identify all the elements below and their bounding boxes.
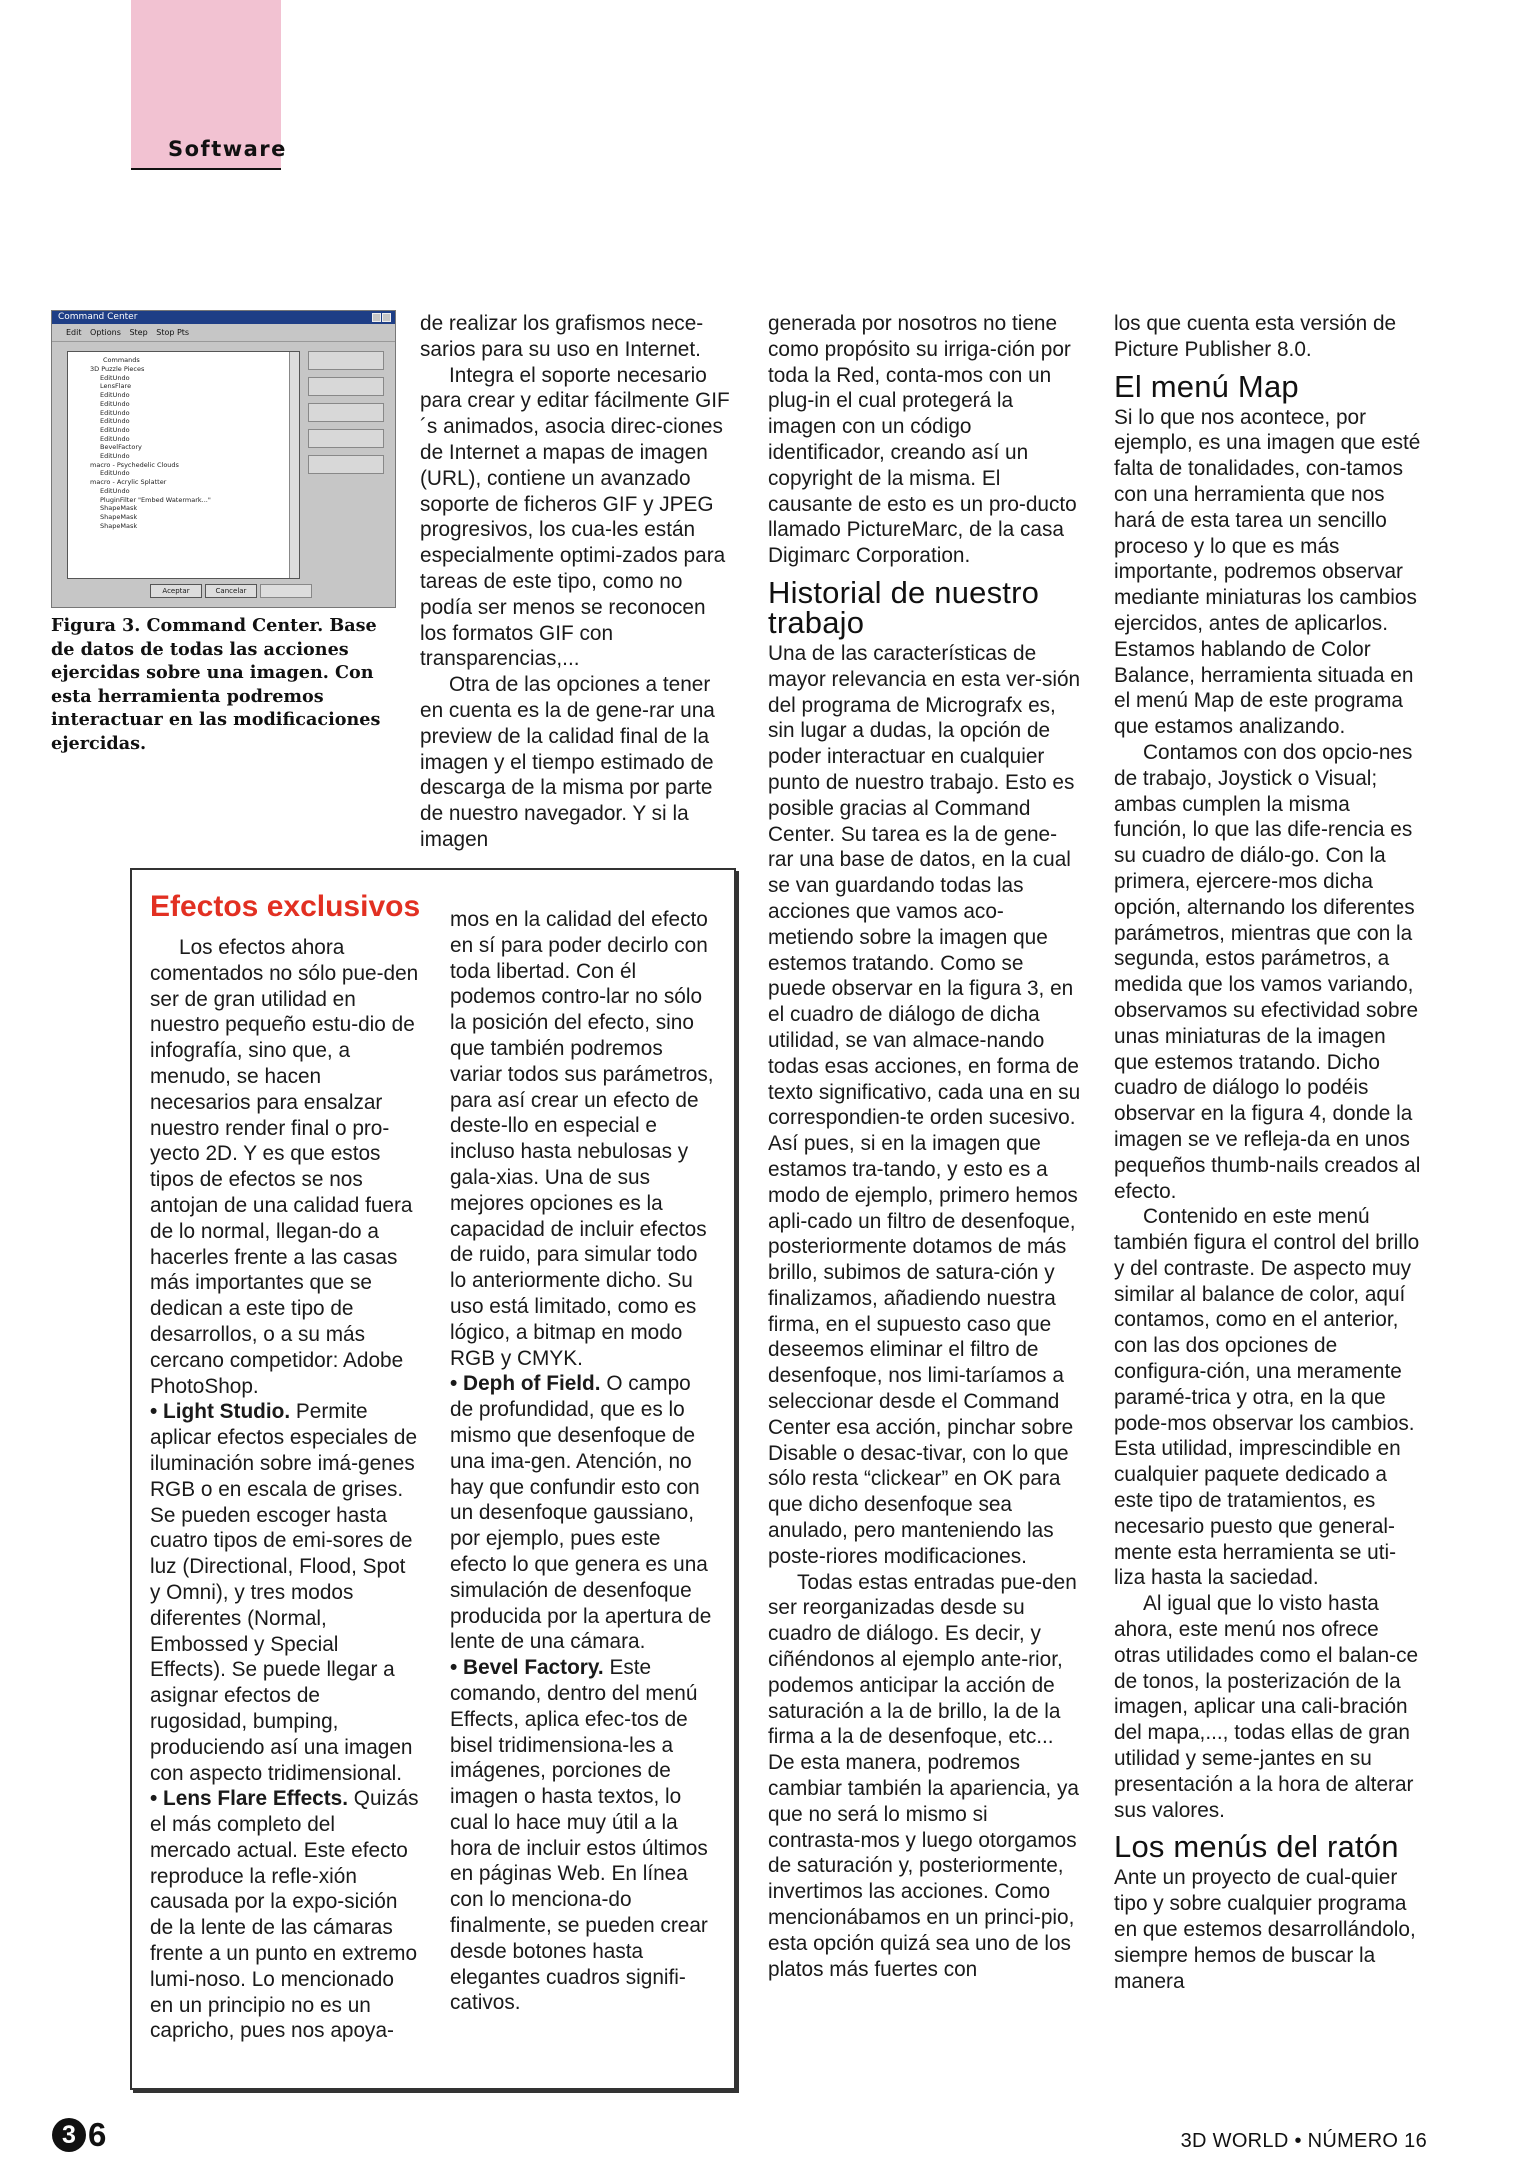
command-list-item: 3D Puzzle Pieces	[90, 365, 145, 373]
commands-list-items	[68, 365, 299, 530]
publication-footer: 3D WORLD • NÚMERO 16	[1180, 2130, 1427, 2152]
paragraph: Todas estas entradas pue-den ser reorganizadas desde su cuadro de diálogo. Es decir, y ciñéndonos al ejemplo ante-rior, podemos anticipar la acción de saturación a la de brillo, la de la firma a la de desenfoque, etc... De esta manera, podremos cambiar también la apariencia, ya que no será lo mismo si contrasta-mos y luego otorgamos de saturación y, posteriormente, invertimos las acciones. Como mencionábamos en un princi-pio, esta opción quizá sea uno de los platos más fuertes con	[768, 1570, 1079, 1981]
paragraph-text: Quizás el más completo del mercado actual. Este efecto reproduce la refle-xión causada por la expo-sición de la lente de las cámaras frente a un punto en extremo lumi-noso. Lo mencionado en un principio no es un capricho, pues nos apoya-	[150, 1787, 419, 2043]
page-number-digit: 6	[88, 2116, 107, 2153]
paragraph: generada por nosotros no tiene como propósito su irriga-ción por toda la Red, conta-mos con un plug-in el cual protegerá la imagen con un código identificador, creando así un copyright de la misma. El causante de esto es un pro-ducto llamado PictureMarc, de la casa Digimarc Corporation.	[768, 312, 1077, 568]
side-button	[308, 377, 384, 396]
cancel-button: Cancelar	[205, 584, 257, 598]
heading-map: El menú Map	[1114, 368, 1299, 404]
sidebar-title: Efectos exclusivos	[150, 890, 421, 923]
side-button	[308, 455, 384, 474]
section-label: Software	[168, 137, 287, 161]
paragraph: los que cuenta esta versión de Picture Publisher 8.0.	[1114, 312, 1397, 361]
column-4	[1114, 311, 1424, 1994]
menu-edit: Edit	[66, 328, 82, 337]
command-list-item: EditUndo	[100, 399, 130, 408]
command-list-item: EditUndo	[100, 391, 130, 400]
command-list-item: EditUndo	[100, 434, 130, 443]
section-rule	[131, 168, 281, 170]
side-button	[308, 403, 384, 422]
sidebar-column-b	[450, 907, 718, 2016]
commands-list	[67, 351, 300, 579]
paragraph: Integra el soporte necesario para crear y editar fácilmente GIF´s animados, asocia direc-ciones de Internet a mapas de imagen (URL), contiene un avanzado soporte de ficheros GIF y JPEG progresivos, los cua-les están especialmente optimi-zados para tareas de este tipo, como no podía ser menos se reconocen los formatos GIF con transparencias,...	[420, 363, 730, 671]
command-list-item: EditUndo	[100, 425, 130, 434]
command-list-item: BevelFactory	[100, 443, 142, 452]
bullet-lens-flare: • Lens Flare Effects.	[150, 1787, 348, 1811]
page-number	[52, 2116, 106, 2154]
command-list-item: EditUndo	[100, 486, 130, 495]
window-title: Command Center	[58, 312, 138, 322]
paragraph: mos en la calidad del efecto en sí para poder decirlo con toda libertad. Con él podemos contro-lar no sólo la posición del efecto, sino que también podremos variar todos sus parámetros, para así crear un efecto de deste-llo en especial e incluso hasta nebulosas y gala-xias. Una de sus mejores opciones es la capacidad de incluir efectos de ruido, para simular todo lo anteriormente dicho. Su uso está limitado, como es lógico, a bitmap en modo RGB y CMYK.	[450, 908, 714, 1370]
paragraph	[450, 1655, 718, 2016]
command-list-item: EditUndo	[100, 417, 130, 426]
bullet-bevel-factory: • Bevel Factory.	[450, 1656, 604, 1680]
paragraph-text: O campo de profundidad, que es lo mismo que desenfoque de una ima-gen. Atención, no hay que confundir esto con un desenfoque gaussiano, por ejemplo, pues este efecto lo que genera es una simulación de desenfoque producida por la apertura de lente de una cámara.	[450, 1372, 712, 1654]
paragraph: Si lo que nos acontece, por ejemplo, es una imagen que esté falta de tonalidades, con-tamos con una herramienta que nos hará de esta tarea un sencillo proceso y lo que es más importante, podremos observar mediante miniaturas los cambios ejercidos, antes de aplicarlos. Estamos hablando de Color Balance, herramienta situada en el menú Map de este programa que estamos analizando.	[1114, 405, 1421, 739]
paragraph: Contenido en este menú también figura el control del brillo y del contraste. De aspecto muy similar al balance de color, aquí contamos, como en el anterior, con las dos opciones de configura-ción, una meramente paramé-trica y otra, en la que pode-mos observar los cambios. Esta utilidad, imprescindible en cualquier paquete dedicado a este tipo de tratamientos, es necesario puesto que general-mente esta herramienta se uti-liza hasta la saciedad.	[1114, 1205, 1420, 1590]
help-button	[260, 584, 312, 598]
menu-options: Options	[90, 328, 121, 337]
ok-button: Aceptar	[150, 584, 202, 598]
commands-list-header: Commands	[103, 356, 140, 364]
menu-step: Step	[129, 328, 148, 337]
command-list-item: ShapeMask	[100, 521, 138, 530]
paragraph-text: Permite aplicar efectos especiales de iluminación sobre imá-genes RGB o en escala de grises. Se pueden escoger hasta cuatro tipos de emi-sores de luz (Directional, Flood, Spot y Omni), y tres modos diferentes (Normal, Embossed y Special Effects). Se puede llegar a asignar efectos de rugosidad, bumping, produciendo así una imagen con aspecto tridimensional.	[150, 1400, 418, 1785]
side-button	[308, 351, 384, 370]
paragraph	[150, 1786, 420, 2044]
side-button	[308, 429, 384, 448]
command-list-item: EditUndo	[100, 452, 130, 461]
command-list-item: ShapeMask	[100, 512, 138, 521]
command-list-item: EditUndo	[100, 408, 130, 417]
heading-raton: Los menús del ratón	[1114, 1829, 1399, 1865]
paragraph-text: Este comando, dentro del menú Effects, aplica efec-tos de bisel tridimensiona-les a imágenes, porciones de imagen o hasta textos, lo cual lo hace muy útil a la hora de incluir estos últimos en páginas Web. En línea con lo menciona-do finalmente, se pueden crear desde botones hasta elegantes cuadros signifi-cativos.	[450, 1656, 708, 2015]
command-list-item: macro - Acrylic Splatter	[90, 478, 167, 487]
window-titlebar	[52, 311, 395, 324]
paragraph: Una de las características de mayor relevancia en esta ver-sión del programa de Micrografx es, sin lugar a dudas, la opción de poder interactuar en cualquier punto de nuestro trabajo. Esto es posible gracias al Command Center. Su tarea es la de gene-rar una base de datos, en la cual se van guardando todas las acciones que vamos aco-metiendo sobre la imagen que estemos tratando. Como se puede observar en la figura 3, en el cuadro de diálogo de dicha utilidad, se van almace-nando todas esas acciones, en forma de texto significativo, cada una en su correspondien-te orden sucesivo. Así pues, si en la imagen que estamos tra-tando, y esto es a modo de ejemplo, primero hemos apli-cado un filtro de desenfoque, posteriormente dotamos de más brillo, subimos de satura-ción y finalizamos, añadiendo nuestra firma, en el supuesto caso que deseemos eliminar el filtro de desenfoque, nos limi-taríamos a seleccionar desde el Command Center esa acción, pinchar sobre Disable o desac-tivar, con lo que sólo resta “clickear” en OK para que dicho desenfoque sea anulado, pero manteniendo las poste-riores modificaciones.	[768, 641, 1081, 1568]
command-list-item: PluginFilter "Embed Watermark..."	[100, 495, 211, 504]
paragraph: Ante un proyecto de cual-quier tipo y sobre cualquier programa en que estemos desarrollándolo, siempre hemos de buscar la manera	[1114, 1866, 1416, 1993]
heading-historial: Historial de nuestro trabajo	[768, 574, 1040, 640]
paragraph: Al igual que lo visto hasta ahora, este menú nos ofrece otras utilidades como el balan-ce de tonos, la posterización de la imagen, aplicar una cali-bración del mapa,..., todas ellas de gran utilidad y seme-jantes en su presentación a la hora de alterar sus valores.	[1114, 1592, 1419, 1822]
page-number-circled-digit: 3	[52, 2118, 86, 2152]
paragraph: de realizar los grafismos nece-sarios para su uso en Internet.	[420, 312, 704, 361]
command-list-item: ShapeMask	[100, 504, 138, 513]
paragraph	[150, 1399, 420, 1786]
menu-stop-pts: Stop Pts	[156, 328, 190, 337]
column-2	[420, 311, 730, 853]
command-list-item: EditUndo	[100, 373, 130, 382]
window-menubar	[52, 324, 395, 342]
bullet-deph-of-field: • Deph of Field.	[450, 1372, 601, 1396]
sidebar-column-a	[150, 935, 420, 2044]
close-icon	[382, 313, 391, 322]
help-icon	[372, 313, 381, 322]
bullet-light-studio: • Light Studio.	[150, 1400, 291, 1424]
paragraph: Los efectos ahora comentados no sólo pue-den ser de gran utilidad en nuestro pequeño estu-dio de infografía, sino que, a menudo, se hacen necesarios para ensalzar nuestro render final o pro-yecto 2D. Y es que estos tipos de efectos se nos antojan de una calidad fuera de lo normal, llegan-do a hacerles frente a las casas más importantes que se dedican a este tipo de desarrollos, o a su más cercano competidor: Adobe PhotoShop.	[150, 936, 419, 1398]
command-list-item: LensFlare	[100, 382, 132, 391]
window-controls	[372, 313, 391, 322]
figure-caption: Figura 3. Command Center. Base de datos de todas las acciones ejercidas sobre una imagen. Con esta herramienta podremos interactuar en las modificaciones ejercidas.	[51, 615, 381, 754]
command-list-item: macro - Psychedelic Clouds	[90, 460, 179, 469]
paragraph: Otra de las opciones a tener en cuenta es la de gene-rar una preview de la calidad final de la imagen y el tiempo estimado de descarga de la misma por parte de nuestro navegador. Y si la imagen	[420, 673, 715, 851]
paragraph	[450, 1371, 718, 1655]
command-center-screenshot	[51, 310, 396, 608]
command-list-item: EditUndo	[100, 469, 130, 478]
list-scrollbar	[289, 352, 299, 578]
paragraph: Contamos con dos opcio-nes de trabajo, Joystick o Visual; ambas cumplen la misma función, lo que las dife-rencia es su cuadro de diálo-go. Con la primera, ejercere-mos dicha opción, alternando los diferentes parámetros, mientras que con la segunda, estos parámetros, a medida que los vamos variando, observamos su efectividad sobre unas miniaturas de la imagen que estemos tratando. Dicho cuadro de diálogo lo podéis observar en la figura 4, donde la imagen se ve refleja-da en unos pequeños thumb-nails creados al efecto.	[1114, 740, 1421, 1203]
column-3	[768, 311, 1081, 1982]
